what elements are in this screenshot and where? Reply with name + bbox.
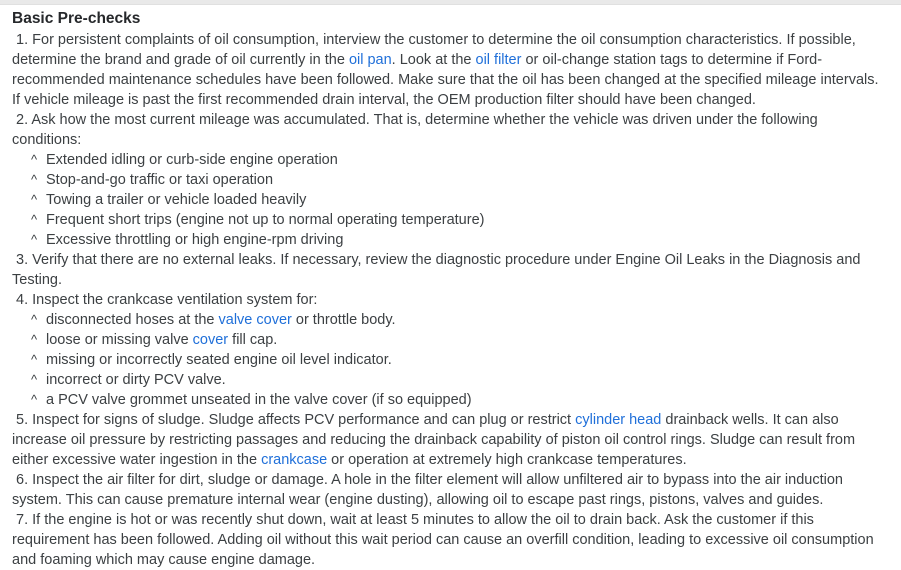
bullet-item [12, 390, 889, 410]
bullet-item [12, 170, 889, 190]
bullet-text: missing or incorrectly seated engine oil level indicator. [46, 352, 392, 368]
caret-bullet-icon: ^ [31, 212, 38, 227]
bullet-item [12, 370, 889, 390]
part-link[interactable]: cylinder head [575, 412, 662, 428]
step-paragraph: 6. Inspect the air filter for dirt, sludge or damage. A hole in the filter element will allow unfiltered air to bypass into the air induction system. This can cause premature internal wear (engine dusting), allowing oil to escape past rings, pistons, valves and guides. [12, 472, 848, 508]
part-link[interactable]: valve cover [218, 312, 292, 328]
bullet-text: loose or missing valve cover fill cap. [46, 332, 278, 348]
bullet-text: Towing a trailer or vehicle loaded heavily [46, 192, 307, 208]
caret-bullet-icon: ^ [31, 312, 38, 327]
step-paragraph: 4. Inspect the crankcase ventilation system for: [12, 292, 318, 308]
caret-bullet-icon: ^ [31, 152, 38, 167]
part-link[interactable]: crankcase [261, 452, 328, 468]
part-link[interactable]: oil filter [475, 52, 522, 68]
document-body [12, 30, 889, 570]
step-paragraph: 5. Inspect for signs of sludge. Sludge affects PCV performance and can plug or restrict cylinder head drainback wells. It can also increase oil pressure by restricting passages and reducing the drainback capability of piston oil control rings. Sludge can result from either excessive water ingestion in the crankcase or operation at extremely high crankcase temperatures. [12, 412, 860, 468]
step-paragraph: 2. Ask how the most current mileage was accumulated. That is, determine whether the vehicle was driven under the following conditions: [12, 112, 822, 148]
bullet-text: Extended idling or curb-side engine operation [46, 152, 338, 168]
caret-bullet-icon: ^ [31, 352, 38, 367]
bullet-text: Excessive throttling or high engine-rpm driving [46, 232, 344, 248]
document-page [0, 5, 901, 570]
caret-bullet-icon: ^ [31, 172, 38, 187]
step-paragraph: 3. Verify that there are no external leaks. If necessary, review the diagnostic procedure under Engine Oil Leaks in the Diagnosis and Testing. [12, 252, 865, 288]
part-link[interactable]: cover [192, 332, 229, 348]
step-paragraph: 7. If the engine is hot or was recently shut down, wait at least 5 minutes to allow the oil to drain back. Ask the customer if this requirement has been followed. Adding oil without this wait period can cause an overfill condition, leading to excessive oil consumption and foaming which may cause engine damage. [12, 512, 878, 568]
bullet-text: disconnected hoses at the valve cover or throttle body. [46, 312, 396, 328]
bullet-item [12, 310, 889, 330]
step-paragraph: 1. For persistent complaints of oil consumption, interview the customer to determine the oil consumption characteristics. If possible, determine the brand and grade of oil currently in the oil pan. Look at the oil filter or oil-change station tags to determine if Ford-recommended maintenance schedules have been followed. Make sure that the oil has been changed at the specified mileage intervals. If vehicle mileage is past the first recommended drain interval, the OEM production filter should have been changed. [12, 32, 883, 108]
caret-bullet-icon: ^ [31, 332, 38, 347]
bullet-text: Stop-and-go traffic or taxi operation [46, 172, 274, 188]
bullet-item [12, 330, 889, 350]
bullet-item [12, 230, 889, 250]
bullet-item [12, 210, 889, 230]
bullet-item [12, 190, 889, 210]
part-link[interactable]: oil pan [348, 52, 392, 68]
caret-bullet-icon: ^ [31, 372, 38, 387]
caret-bullet-icon: ^ [31, 192, 38, 207]
bullet-text: incorrect or dirty PCV valve. [46, 372, 226, 388]
page-title: Basic Pre-checks [12, 10, 141, 27]
caret-bullet-icon: ^ [31, 232, 38, 247]
caret-bullet-icon: ^ [31, 392, 38, 407]
bullet-item [12, 150, 889, 170]
bullet-text: Frequent short trips (engine not up to normal operating temperature) [46, 212, 485, 228]
bullet-text: a PCV valve grommet unseated in the valve cover (if so equipped) [46, 392, 472, 408]
bullet-item [12, 350, 889, 370]
